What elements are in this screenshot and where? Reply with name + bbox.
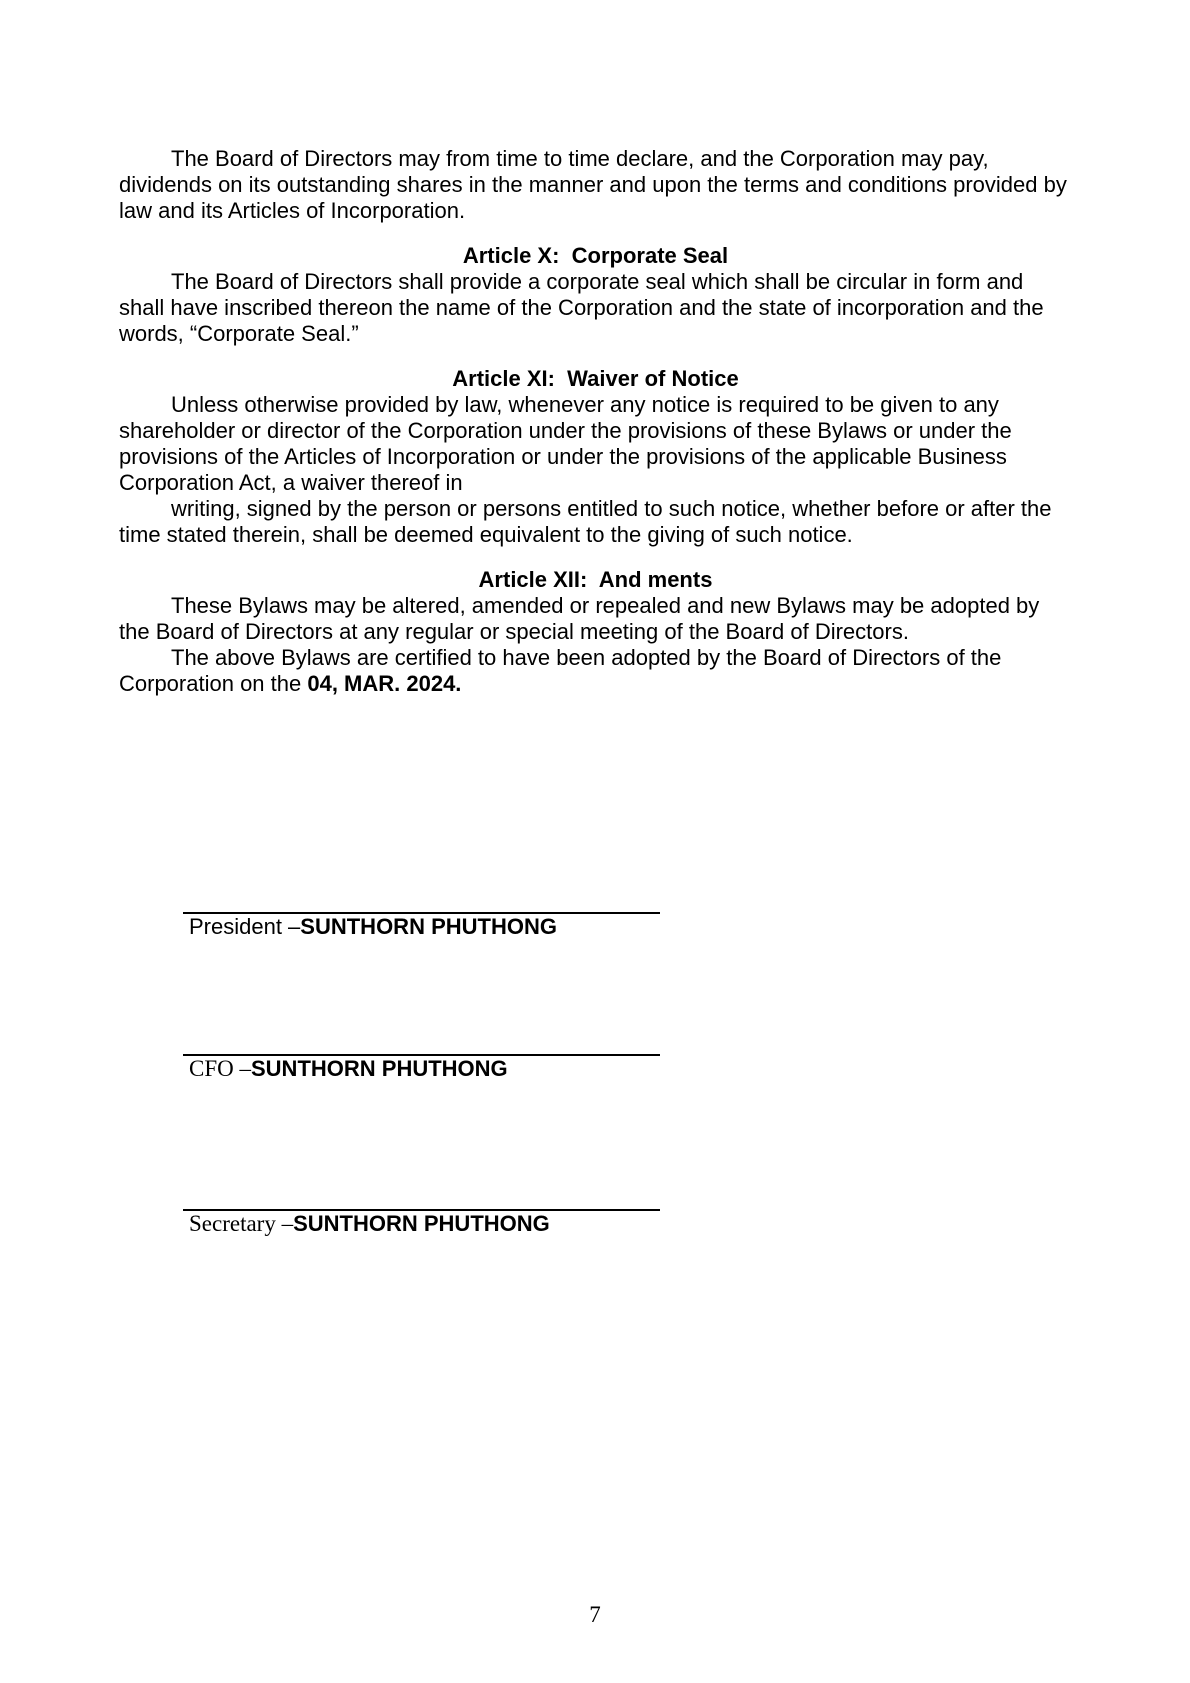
article-x-heading: Article X: Corporate Seal <box>462 243 729 268</box>
paragraph-amendments: These Bylaws may be altered, amended or repealed and new Bylaws may be adopted by the Board of Directors at any regular or special meeting of the Board of Directors. <box>119 593 1040 644</box>
signature-label-secretary <box>183 1211 660 1237</box>
paragraph-waiver-part2: writing, signed by the person or persons entitled to such notice, whether before or after the time stated therein, shall be deemed equivalent to the giving of such notice. <box>119 496 1052 547</box>
signature-name-president: SUNTHORN PHUTHONG <box>300 914 557 939</box>
page-number: 7 <box>589 1602 601 1627</box>
signature-title-cfo: CFO – <box>189 1056 251 1081</box>
article-xii-heading: Article XII: And ments <box>478 567 713 592</box>
signature-title-president: President – <box>189 914 301 939</box>
paragraph-dividends: The Board of Directors may from time to time declare, and the Corporation may pay, dividends on its outstanding shares in the manner and upon the terms and conditions provided by law and its Articles of Incorporation. <box>119 146 1067 223</box>
signature-block-cfo <box>183 1054 660 1082</box>
signature-block-secretary <box>183 1209 660 1237</box>
signature-block-president <box>183 912 660 940</box>
signature-label-president <box>183 914 660 940</box>
signature-name-secretary: SUNTHORN PHUTHONG <box>293 1211 550 1236</box>
paragraph-corporate-seal: The Board of Directors shall provide a corporate seal which shall be circular in form and shall have inscribed thereon the name of the Corporation and the state of incorporation and the words, “Corporate Seal.” <box>119 269 1044 346</box>
article-xi-heading: Article XI: Waiver of Notice <box>452 366 739 391</box>
signature-title-secretary: Secretary – <box>189 1211 294 1236</box>
signature-label-cfo <box>183 1056 660 1082</box>
certification-date: 04, MAR. 2024. <box>307 671 462 696</box>
signature-name-cfo: SUNTHORN PHUTHONG <box>251 1056 508 1081</box>
paragraph-certification <box>119 645 1072 697</box>
document-body <box>119 146 1072 1237</box>
paragraph-waiver-part1: Unless otherwise provided by law, whenever any notice is required to be given to any shareholder or director of the Corporation under the provisions of these Bylaws or under the provisions of the Articles of Incorporation or under the provisions of the applicable Business Corporation Act, a waiver thereof in <box>119 392 1012 495</box>
certification-text: The above Bylaws are certified to have been adopted by the Board of Directors of the Corporation on the <box>119 645 1002 696</box>
